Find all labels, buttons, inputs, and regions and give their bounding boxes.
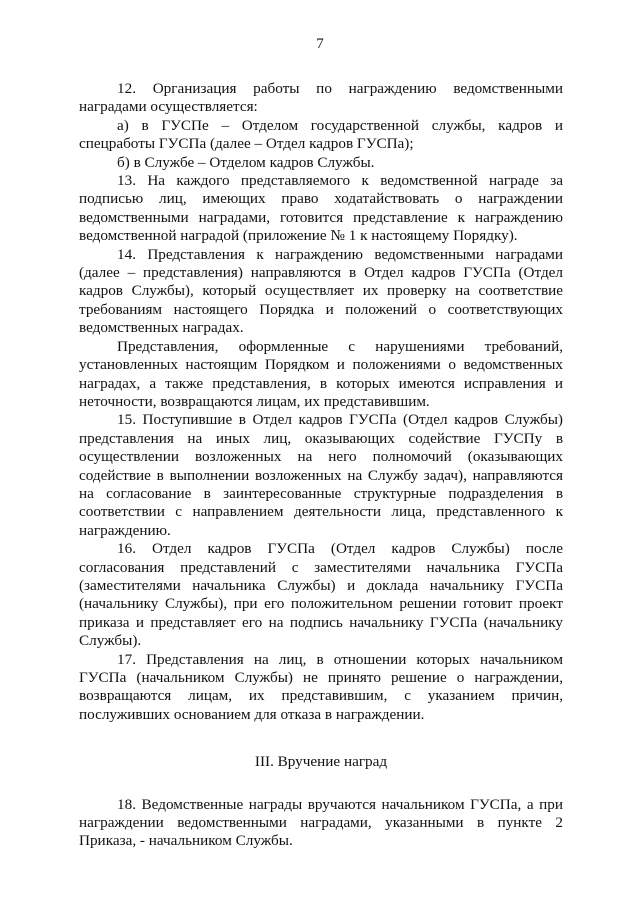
section-heading: III. Вручение наград — [254, 753, 388, 771]
paragraph-12b: б) в Службе – Отделом кадров Службы. — [117, 153, 375, 171]
paragraph-14: 14. Представления к награждению ведомственными наградами (далее – представления) направляются в Отдел кадров ГУСПа (Отдел кадров Службы), который осуществляет их проверку на соответствие требованиям настоящего Порядка и положений о соответствующих ведомственных наградах. — [79, 245, 563, 337]
paragraph-17: 17. Представления на лиц, в отношении которых начальником ГУСПа (начальником Службы) не принято решение о награждении, возвращаются лицам, их представившим, с указанием причин, послуживших основанием для отказа в награждении. — [79, 650, 563, 723]
body-text — [79, 80, 563, 851]
page-number: 7 — [316, 36, 324, 52]
paragraph-14-cont: Представления, оформленные с нарушениями требований, установленных настоящим Порядком и положениями о ведомственных наградах, а также представления, в которых имеются исправления и неточности, возвращаются лицам, их представившим. — [79, 337, 563, 410]
paragraph-18: 18. Ведомственные награды вручаются начальником ГУСПа, а при награждении ведомственными наградами, указанными в пункте 2 Приказа, - начальником Службы. — [79, 795, 563, 850]
paragraph-16: 16. Отдел кадров ГУСПа (Отдел кадров Службы) после согласования представлений с заместителями начальника ГУСПа (заместителями начальника Службы) и доклада начальнику ГУСПа (начальнику Службы), при его положительном решении готовит проект приказа и представляет его на подпись начальнику ГУСПа (начальнику Службы). — [79, 540, 563, 650]
paragraph-15: 15. Поступившие в Отдел кадров ГУСПа (Отдел кадров Службы) представления на иных лиц, оказывающих содействие ГУСПу в осуществлении возложенных на него полномочий (оказывающих содействие в выполнении возложенных на Службу задач), направляются на согласование в заинтересованные структурные подразделения в соответствии с направлением деятельности лица, представленного к награждению. — [79, 411, 563, 539]
paragraph-13: 13. На каждого представляемого к ведомственной награде за подписью лиц, имеющих право ходатайствовать о награждении ведомственными наградами, готовится представление к награждению ведомственной наградой (приложение № 1 к настоящему Порядку). — [79, 172, 563, 245]
paragraph-12a: а) в ГУСПе – Отделом государственной службы, кадров и спецработы ГУСПа (далее – Отдел кадров ГУСПа); — [79, 116, 563, 153]
paragraph-12: 12. Организация работы по награждению ведомственными наградами осуществляется: — [79, 80, 563, 116]
